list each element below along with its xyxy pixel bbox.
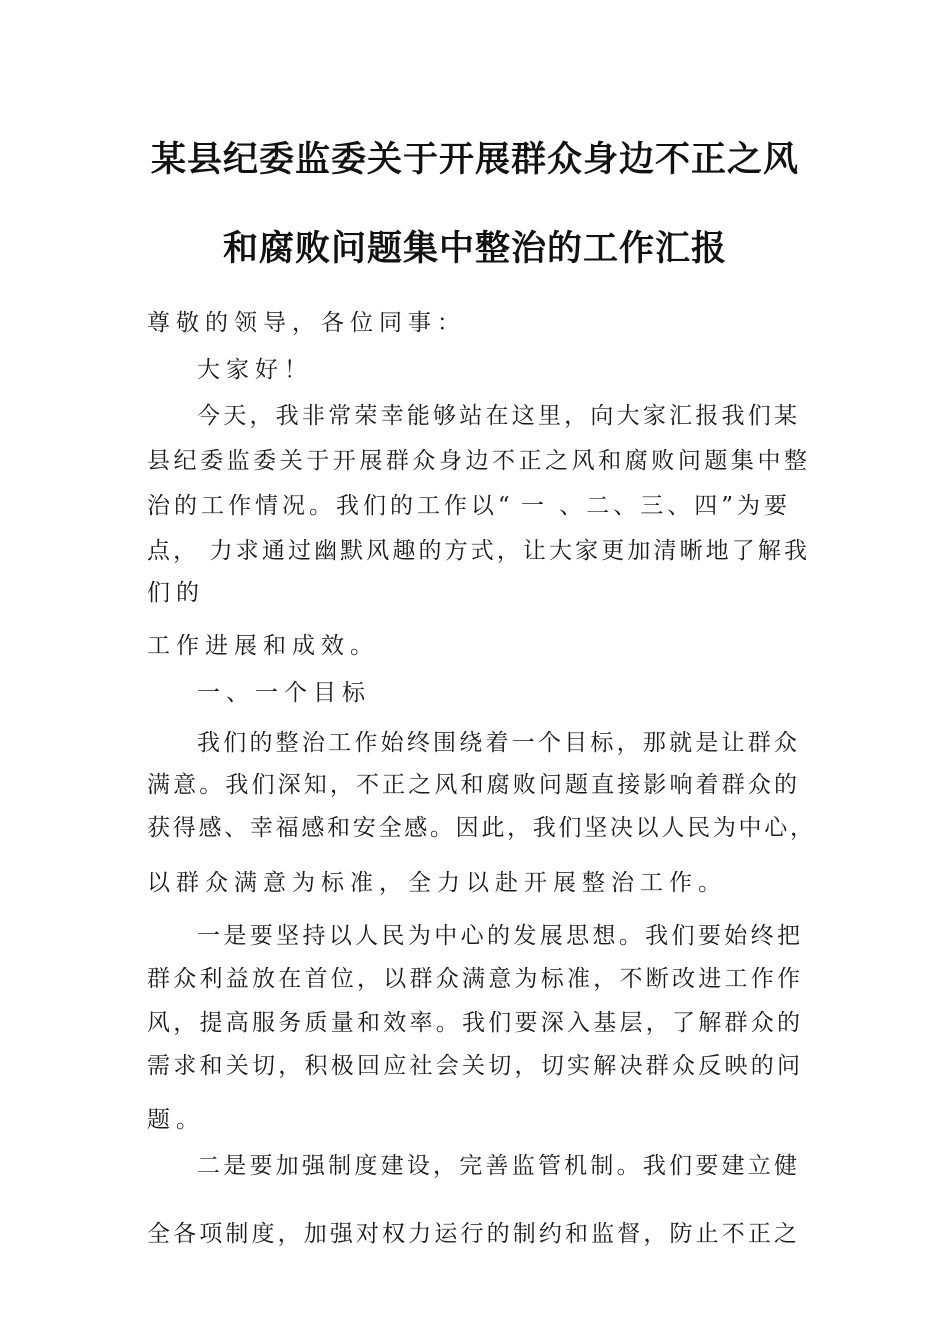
body-line: 获得感、幸福感和安全感。因此，我们坚决以人民为中心，	[147, 815, 813, 841]
body-line: 点， 力求通过幽默风趣的方式，让大家更加清晰地了解我	[147, 538, 807, 564]
body-line: 治的工作情况。我们的工作以“ 一 、二、三、四”为要	[147, 493, 787, 519]
section-heading: 一、一个目标	[197, 680, 371, 706]
document-title-line-2: 和腐败问题集中整治的工作汇报	[222, 229, 727, 269]
body-line: 二是要加强制度建设，完善监管机制。我们要建立健	[197, 1153, 797, 1179]
body-line: 们的	[147, 580, 205, 606]
body-line: 一是要坚持以人民为中心的发展思想。我们要始终把	[197, 923, 800, 949]
body-line: 风，提高服务质量和效率。我们要深入基层，了解群众的	[147, 1010, 800, 1036]
body-line: 满意。我们深知，不正之风和腐败问题直接影响着群众的	[147, 772, 797, 798]
body-line: 今天，我非常荣幸能够站在这里，向大家汇报我们某	[197, 403, 797, 429]
body-line: 需求和关切，积极回应社会关切，切实解决群众反映的问	[147, 1053, 800, 1079]
body-line: 工作进展和成效。	[147, 633, 379, 659]
body-line: 题。	[147, 1107, 205, 1133]
greeting: 大家好！	[197, 357, 313, 383]
body-line: 以群众满意为标准，全力以赴开展整治工作。	[147, 870, 727, 896]
salutation: 尊敬的领导，各位同事：	[147, 310, 466, 336]
body-line: 群众利益放在首位，以群众满意为标准，不断改进工作作	[147, 966, 800, 992]
body-line: 县纪委监委关于开展群众身边不正之风和腐败问题集中整	[147, 448, 807, 474]
body-line: 全各项制度，加强对权力运行的制约和监督，防止不正之	[147, 1221, 797, 1247]
document-title-line-1: 某县纪委监委关于开展群众身边不正之风	[150, 140, 799, 180]
body-line: 我们的整治工作始终围绕着一个目标，那就是让群众	[197, 730, 797, 756]
